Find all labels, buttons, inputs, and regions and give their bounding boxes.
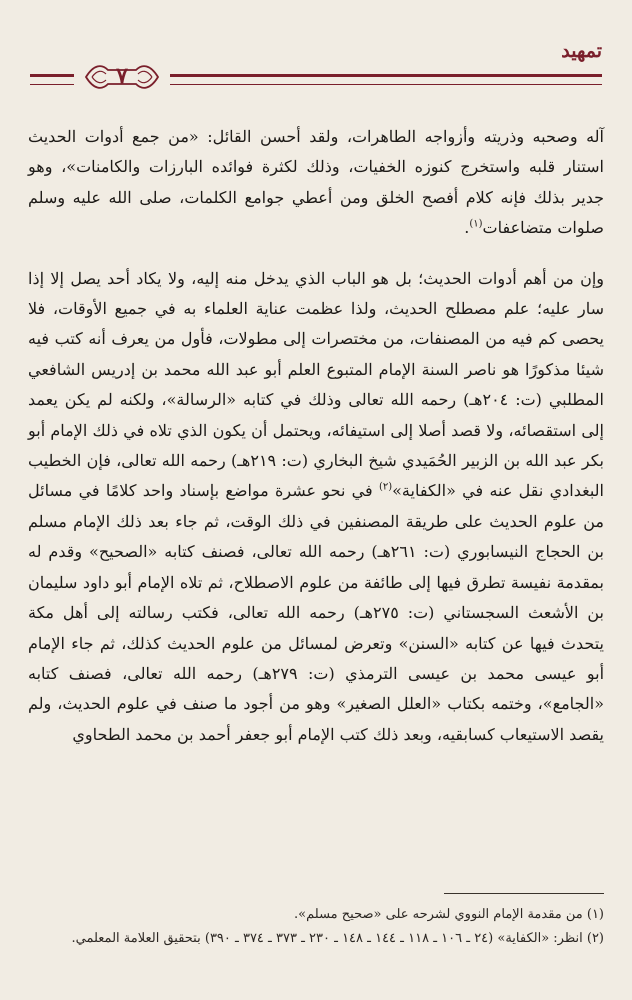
- page-number: ٧: [116, 63, 128, 89]
- main-text: [28, 122, 604, 750]
- header-rule-right: [170, 74, 602, 85]
- page-header: [30, 40, 602, 92]
- footnote-ref-2: (٢): [378, 482, 393, 494]
- header-rule-left: [30, 74, 74, 85]
- footnote-ref-1: (١): [469, 218, 483, 230]
- footnote-2: (٢) انظر: «الكفاية» (٢٤ ـ ١٠٦ ـ ١١٨ ـ ١٤٤ ـ ١٤٨ ـ ٢٣٠ ـ ٣٧٣ ـ ٣٧٤ ـ ٣٩٠) بتحقيق العلامة المعلمي.: [71, 931, 604, 946]
- paragraph-2: [28, 264, 604, 751]
- paragraph-2-text-a: وإن من أهم أدوات الحديث؛ بل هو الباب الذي يدخل منه إليه، ولا يكاد أحد يصل إلا إذا سار عليه؛ علم مصطلح الحديث، ولذا عظمت عناية العلماء به في جميع الأوقات، فلا يحصى كم فيه من المصنفات، من مختصرات إلى مطولات، فأول من يعرف أنه كتب فيه شيئا مذكورًا هو ناصر السنة الإمام المتبوع العلم أبو عبد الله محمد بن إدريس الشافعي المطلبي (ت: ٢٠٤هـ) رحمه الله تعالى وذلك في كتابه «الرسالة»، ولكنه لم يكن يعمد إلى استقصائه، ولا قصد أصلا إلى استيفائه، ويحتمل أن يكون الذي تلاه في ذلك الإمام أبو بكر عبد الله بن الزبير الحُمَيدي شيخ البخاري (ت: ٢١٩هـ) رحمه الله تعالى، فإن الخطيب البغدادي نقل عنه في «الكفاية»: [28, 268, 605, 501]
- running-title: تمهيد: [561, 40, 602, 62]
- paragraph-1: [28, 122, 604, 244]
- paragraph-1-text: آله وصحبه وذريته وأزواجه الطاهرات، ولقد أحسن القائل: «من جمع أدوات الحديث استنار قلبه واستخرج كنوزه الخفيات، وذلك لكثرة فوائده البارزات والكامنات»، وهو جدير بذلك فإنه كلام أفصح الخلق ومن أعطي جوامع الكلمات، صلى الله عليه وسلم صلوات متضاعفات: [28, 127, 604, 238]
- footnote-divider: [444, 893, 604, 894]
- footnote-1: (١) من مقدمة الإمام النووي لشرحه على «صحيح مسلم».: [294, 907, 604, 922]
- footnotes: [28, 903, 604, 951]
- paragraph-2-text-b: في نحو عشرة مواضع بإسناد واحد كلامًا في مسائل من علوم الحديث على طريقة المصنفين في ذلك الوقت، ثم جاء بعد ذلك الإمام مسلم بن الحجاج النيسابوري (ت: ٢٦١هـ) رحمه الله تعالى، فصنف كتابه «الصحيح» وقدم له بمقدمة نفيسة تطرق فيها إلى طائفة من علوم الاصطلاح، ثم تلاه الإمام أبو داود سليمان بن الأشعث السجستاني (ت: ٢٧٥هـ) رحمه الله تعالى، فكتب رسالته إلى أهل مكة يتحدث فيها عن كتابه «السنن» وتعرض لمسائل من علوم الحديث كذلك، ثم جاء الإمام أبو عيسى محمد بن عيسى الترمذي (ت: ٢٧٩هـ) رحمه الله تعالى، فصنف كتابه «الجامع»، وختمه بكتاب «العلل الصغير» وهو من أجود ما صنف في علوم الحديث، ولم يقصد الاستيعاب كسابقيه، وبعد ذلك كتب الإمام أبو جعفر أحمد بن محمد الطحاوي: [28, 481, 605, 744]
- page-number-badge: [82, 60, 162, 94]
- paragraph-1-end: .: [464, 218, 470, 238]
